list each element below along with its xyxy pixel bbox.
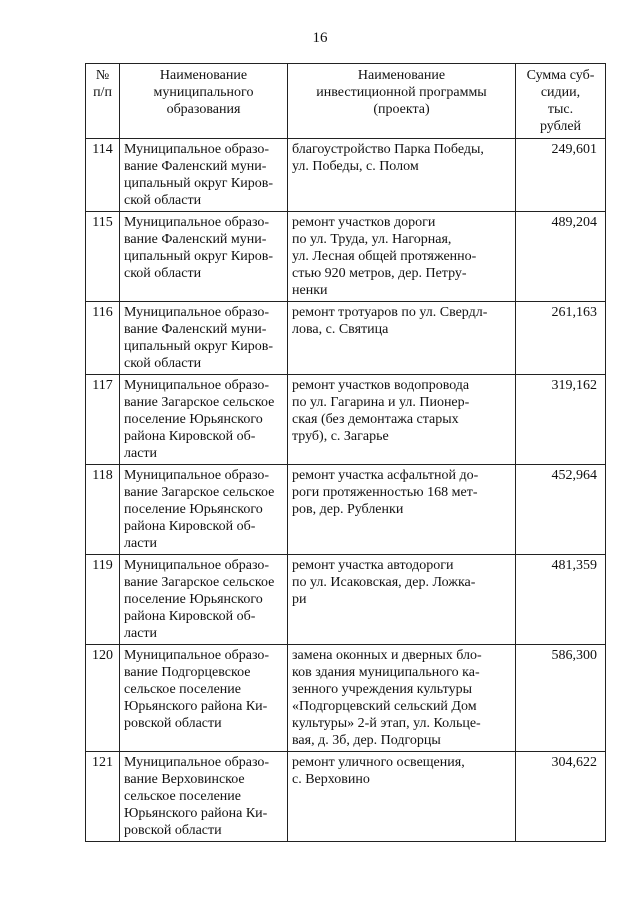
cell-program: благоустройство Парка Победы, ул. Победы, с. Полом [288,139,516,212]
table-row [86,375,606,465]
cell-num: 116 [86,302,120,375]
header-municipality: Наименование муниципального образования [120,64,288,139]
cell-program: ремонт участка асфальтной до- роги протяженностью 168 мет- ров, дер. Рубленки [288,465,516,555]
cell-municipality: Муниципальное образо- вание Фаленский муни- ципальный округ Киров- ской области [120,212,288,302]
table-body [86,139,606,842]
cell-amount: 452,964 [516,465,606,555]
table-row [86,302,606,375]
table-row [86,752,606,842]
cell-amount: 304,622 [516,752,606,842]
table-row [86,139,606,212]
header-amount: Сумма суб- сидии, тыс. рублей [516,64,606,139]
header-num: № п/п [86,64,120,139]
cell-municipality: Муниципальное образо- вание Загарское сельское поселение Юрьянского района Кировской об- ласти [120,375,288,465]
cell-amount: 249,601 [516,139,606,212]
cell-num: 120 [86,645,120,752]
cell-amount: 481,359 [516,555,606,645]
cell-program: ремонт участка автодороги по ул. Исаковская, дер. Ложка- ри [288,555,516,645]
cell-num: 117 [86,375,120,465]
cell-municipality: Муниципальное образо- вание Загарское сельское поселение Юрьянского района Кировской об- ласти [120,465,288,555]
table-row [86,555,606,645]
cell-num: 118 [86,465,120,555]
header-program: Наименование инвестиционной программы (проекта) [288,64,516,139]
cell-municipality: Муниципальное образо- вание Фаленский муни- ципальный округ Киров- ской области [120,139,288,212]
cell-program: ремонт участков дороги по ул. Труда, ул. Нагорная, ул. Лесная общей протяженно- стью 920 метров, дер. Петру- ненки [288,212,516,302]
cell-program: ремонт тротуаров по ул. Свердл- лова, с. Святица [288,302,516,375]
cell-municipality: Муниципальное образо- вание Загарское сельское поселение Юрьянского района Кировской об- ласти [120,555,288,645]
cell-program: замена оконных и дверных бло- ков здания муниципального ка- зенного учреждения культуры «Подгорцевский сельский Дом культуры» 2-й этап, ул. Кольце- вая, д. 3б, дер. Подгорцы [288,645,516,752]
cell-municipality: Муниципальное образо- вание Подгорцевское сельское поселение Юрьянского района Ки- ровской области [120,645,288,752]
cell-municipality: Муниципальное образо- вание Фаленский муни- ципальный округ Киров- ской области [120,302,288,375]
cell-amount: 261,163 [516,302,606,375]
cell-num: 114 [86,139,120,212]
cell-program: ремонт участков водопровода по ул. Гагарина и ул. Пионер- ская (без демонтажа старых труб), с. Загарье [288,375,516,465]
cell-num: 119 [86,555,120,645]
cell-num: 121 [86,752,120,842]
cell-amount: 586,300 [516,645,606,752]
cell-amount: 489,204 [516,212,606,302]
subsidy-table [85,63,606,842]
cell-amount: 319,162 [516,375,606,465]
table-header-row [86,64,606,139]
cell-municipality: Муниципальное образо- вание Верховинское сельское поселение Юрьянского района Ки- ровской области [120,752,288,842]
table-row [86,465,606,555]
table-row [86,212,606,302]
cell-program: ремонт уличного освещения, с. Верховино [288,752,516,842]
cell-num: 115 [86,212,120,302]
page-number: 16 [312,30,328,46]
table-row [86,645,606,752]
